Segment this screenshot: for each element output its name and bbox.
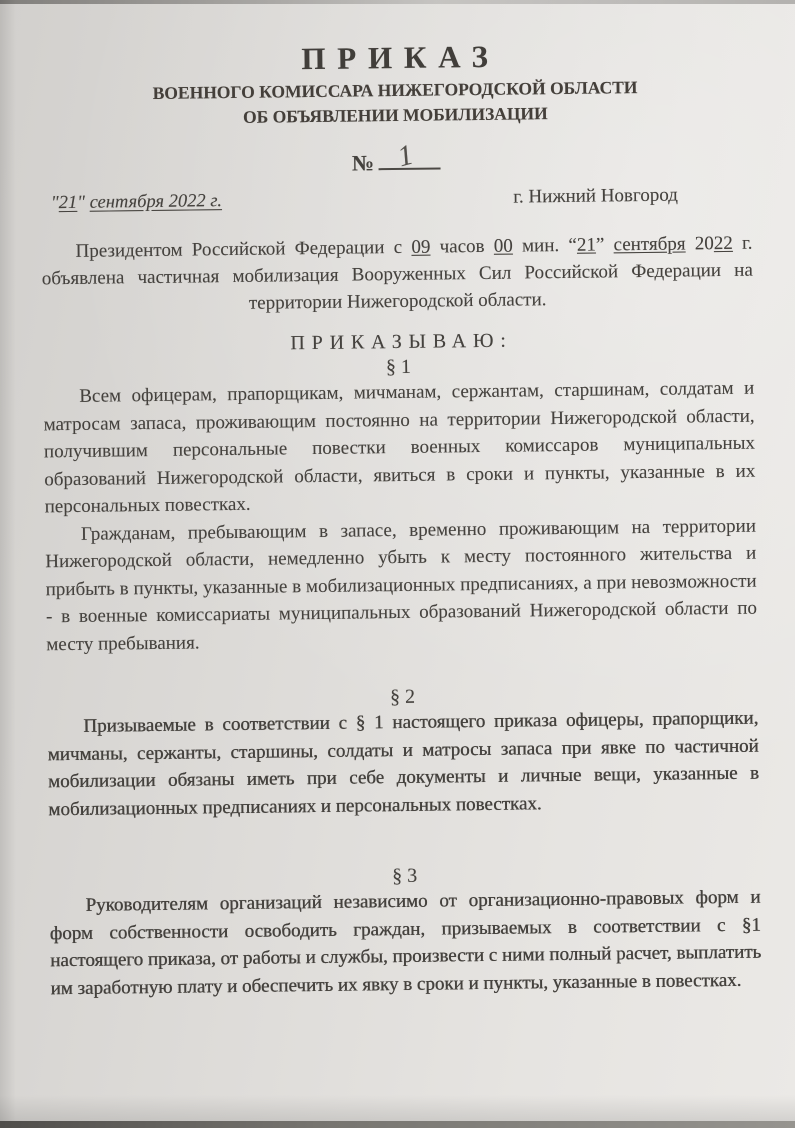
order-word: ПРИКАЗЫВАЮ:	[290, 329, 513, 355]
date-quote-close: "	[77, 192, 86, 213]
order-number-handwritten: 1	[393, 138, 417, 174]
section-1-paragraph-1: Всем офицерам, прапорщикам, мичманам, сержантам, старшинам, солдатам и матросам запаса, проживающим постоянно на территории Нижегородской области, получившим персональные повестки военных комиссаров муниципальных образований Нижегородской области, явиться в сроки и пункты, указанные в их персональных повестках.	[43, 377, 756, 518]
date-city-row	[41, 184, 752, 215]
date-day: 21	[58, 192, 78, 214]
preamble-month: сентября	[613, 233, 686, 256]
section-1-paragraph-2: Гражданам, пребывающим в запасе, временно проживающим на территории Нижегородской области, немедленно убыть к месту постоянного жительства и прибыть в пункты, указанные в мобилизационных предписаниях, а при невозможности - в военные комиссариаты муниципальных образований Нижегородской области по месту пребывания.	[45, 515, 758, 655]
preamble-text: Президентом Российской Федерации с	[75, 236, 412, 262]
section-2-heading: § 2	[389, 685, 416, 709]
document-subtitle-line2: ОБ ОБЪЯВЛЕНИИ МОБИЛИЗАЦИИ	[242, 103, 548, 127]
section-2-paragraph-1: Призываемые в соответствии с § 1 настоящего приказа офицеры, прапорщики, мичманы, сержанты, старшины, солдаты и матросы запаса при явке по частичной мобилизации обязаны иметь при себе документы и личные вещи, указанные в мобилизационных предписаниях и персональных повестках.	[47, 707, 760, 820]
order-number-label: №	[351, 150, 375, 176]
preamble-text: ”	[595, 234, 614, 256]
preamble-text: мин. “	[512, 234, 578, 257]
section-3-heading: § 3	[392, 864, 418, 888]
order-number-blank	[378, 138, 440, 174]
preamble-text: г. объявлена частичная мобилизация Вооруженных Сил Российской Федерации на территории Нижегородской области.	[41, 232, 753, 314]
preamble-text: 20	[685, 233, 714, 255]
document-date	[51, 191, 222, 214]
section-1-heading: § 1	[385, 355, 412, 379]
preamble-paragraph	[41, 230, 753, 320]
section-3-paragraph-1: Руководителям организаций независимо от организационно-правовых форм и форм собственности освободить граждан, призываемых в соответствии с §1 настоящего приказа, от работы и службы, произвести с ними полный расчет, выплатить им заработную плату и обеспечить их явку в сроки и пункты, указанные в повестках.	[49, 886, 762, 999]
preamble-year-digits: 22	[713, 232, 733, 255]
preamble-day: 21	[576, 234, 597, 256]
preamble-minutes: 00	[493, 235, 513, 257]
date-month-year: сентября 2022 г.	[89, 191, 223, 213]
preamble-text: часов	[430, 235, 494, 258]
document-city: г. Нижний Новгород	[513, 184, 679, 208]
paper-bottom-edge	[0, 1121, 795, 1128]
document-subtitle-line1: ВОЕННОГО КОМИССАРА НИЖЕГОРОДСКОЙ ОБЛАСТИ	[152, 77, 638, 103]
document-title: ПРИКАЗ	[301, 38, 500, 77]
paper-bottom-shadow	[0, 1095, 795, 1121]
order-number-line	[40, 138, 751, 181]
preamble-hours: 09	[411, 236, 431, 258]
date-quote-open: "	[50, 193, 59, 214]
